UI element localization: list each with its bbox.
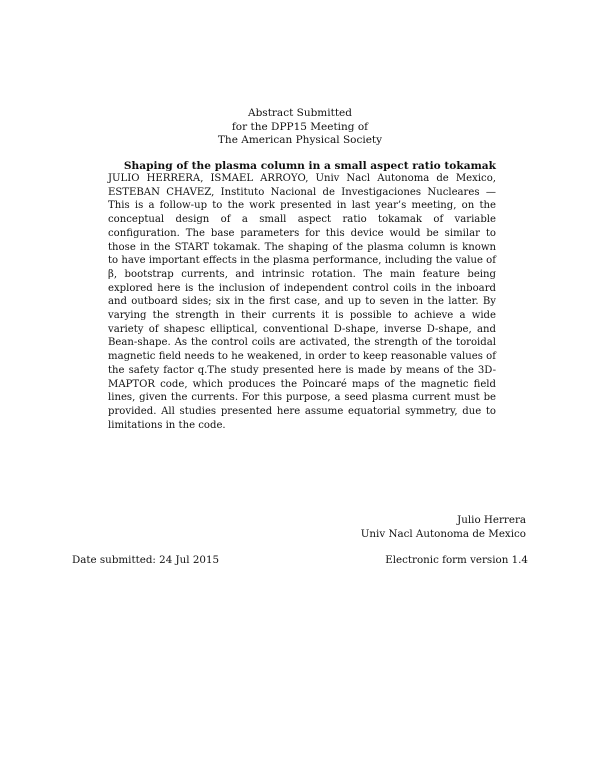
header-line-1: Abstract Submitted	[248, 107, 352, 119]
date-submitted: Date submitted: 24 Jul 2015	[72, 554, 220, 566]
abstract-authors: JULIO HERRERA, ISMAEL ARROYO, Univ Nacl Autonoma de Mexico, ESTEBAN CHAVEZ, Instituto Nacional de Investigaciones Nucleares	[108, 173, 496, 198]
form-version: Electronic form version 1.4	[385, 554, 528, 566]
abstract-body	[108, 172, 496, 432]
author-separator: —	[479, 186, 496, 198]
header-line-3: The American Physical Society	[217, 134, 383, 146]
signature-block	[361, 513, 526, 541]
signature-name: Julio Herrera	[457, 514, 526, 526]
header-line-2: for the DPP15 Meeting of	[231, 120, 369, 133]
abstract-title: Shaping of the plasma column in a small aspect ratio tokamak	[123, 160, 496, 172]
signature-affiliation: Univ Nacl Autonoma de Mexico	[360, 528, 526, 540]
submission-header	[0, 107, 600, 148]
abstract-text: This is a follow-up to the work presented in last year’s meeting, on the conceptual design of a small aspect ratio tokamak of variable configuration. The base parameters for this device would be similar to those in the START tokamak. The shaping of the plasma column is known to have important effects in the plasma performance, including the value of β, bootstrap currents, and intrinsic rotation. The main feature being explored here is the inclusion of independent control coils in the inboard and outboard sides; six in the first case, and up to seven in the latter. By varying the strength in their currents it is possible to achieve a wide variety of shapesc elliptical, conventional D-shape, inverse D-shape, and Bean-shape. As the control coils are activated, the strength of the toroidal magnetic field needs to he weakened, in order to keep reasonable values of the safety factor q.The study presented here is made by means of the 3D-MAPTOR code, which produces the Poincaré maps of the magnetic field lines, given the currents. For this purpose, a seed plasma current must be provided. All studies presented here assume equatorial symmetry, due to limitations in the code.	[108, 200, 496, 431]
